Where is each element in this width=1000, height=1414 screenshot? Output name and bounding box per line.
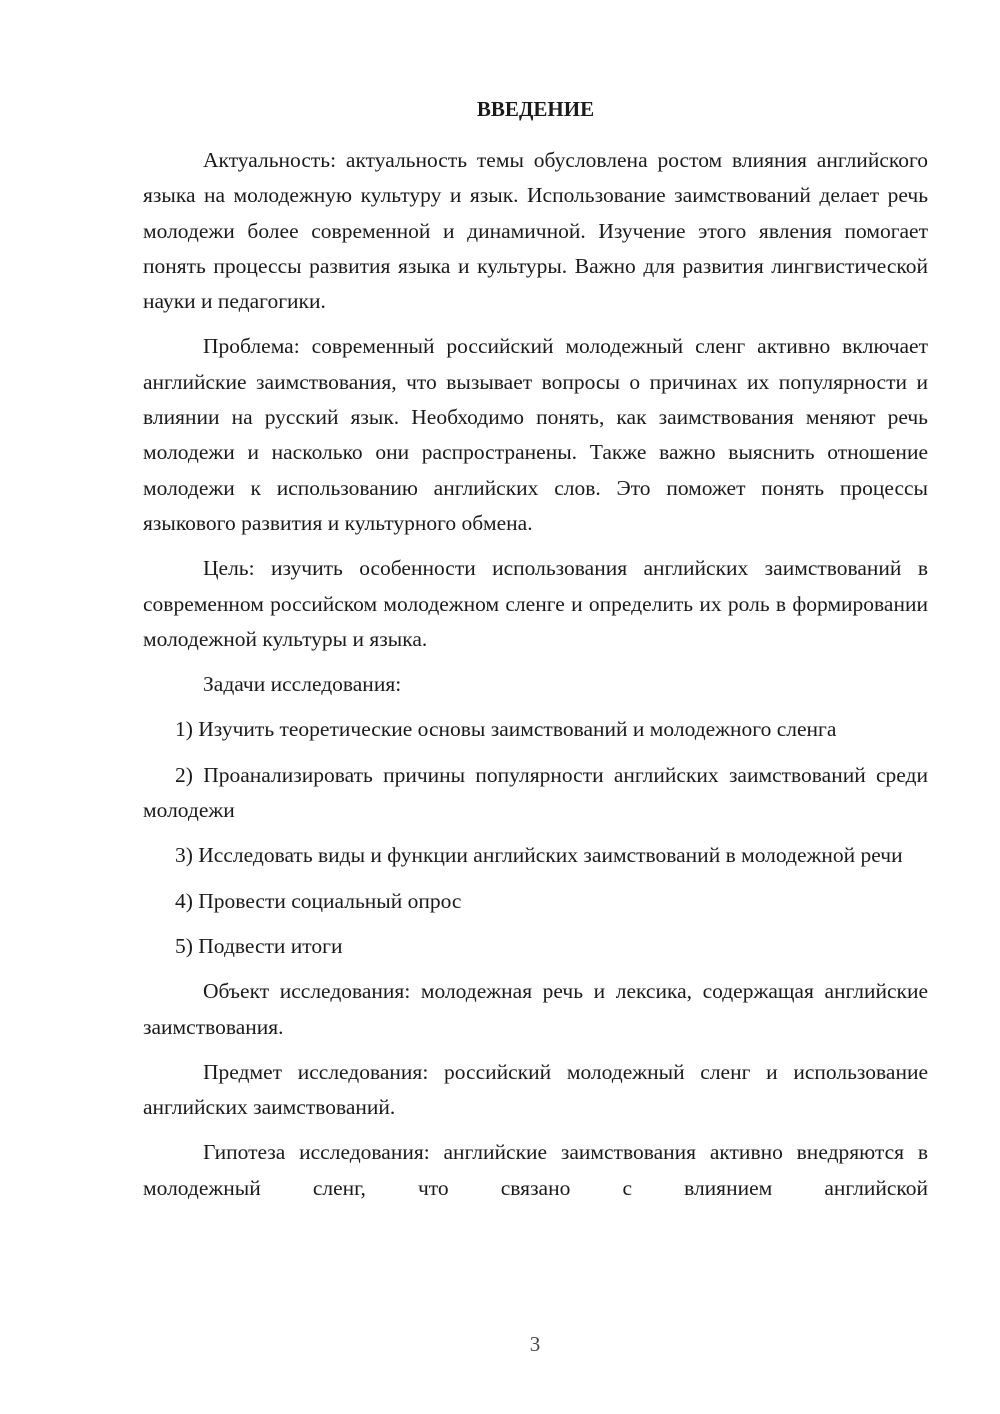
task-item-4: 4) Провести социальный опрос (175, 888, 462, 913)
paragraph-goal: Цель: изучить особенности использования английских заимствований в современном российском молодежном сленге и определить их роль в формировании молодежной культуры и языка. (143, 556, 928, 651)
paragraph-relevance: Актуальность: актуальность темы обусловлена ростом влияния английского языка на молодежную культуру и язык. Использование заимствований делает речь молодежи более современной и динамичной. Изучение этого явления помогает понять процессы развития языка и культуры. Важно для развития лингвистической науки и педагогики. (143, 148, 928, 314)
paragraph-problem: Проблема: современный российский молодежный сленг активно включает английские заимствования, что вызывает вопросы о причинах их популярности и влиянии на русский язык. Необходимо понять, как заимствования меняют речь молодежи и насколько они распространены. Также важно выяснить отношение молодежи к использованию английских слов. Это поможет понять процессы языкового развития и культурного обмена. (143, 334, 928, 535)
task-item-5: 5) Подвести итоги (175, 933, 343, 958)
paragraph-object: Объект исследования: молодежная речь и лексика, содержащая английские заимствования. (143, 979, 928, 1039)
task-item-2: 2) Проанализировать причины популярности английских заимствований среди молодежи (143, 762, 928, 823)
page-title: ВВЕДЕНИЕ (476, 97, 595, 121)
document-page (143, 92, 928, 1206)
page-number: 3 (529, 1332, 541, 1356)
paragraph-subject: Предмет исследования: российский молодежный сленг и использование английских заимствований. (143, 1059, 928, 1120)
task-item-1: 1) Изучить теоретические основы заимствований и молодежного сленга (175, 717, 837, 742)
paragraph-tasks-heading: Задачи исследования: (203, 672, 402, 697)
paragraph-hypothesis: Гипотеза исследования: английские заимствования активно внедряются в молодежный сленг, что связано с влиянием английской (143, 1140, 928, 1200)
task-item-3: 3) Исследовать виды и функции английских заимствований в молодежной речи (175, 843, 903, 868)
